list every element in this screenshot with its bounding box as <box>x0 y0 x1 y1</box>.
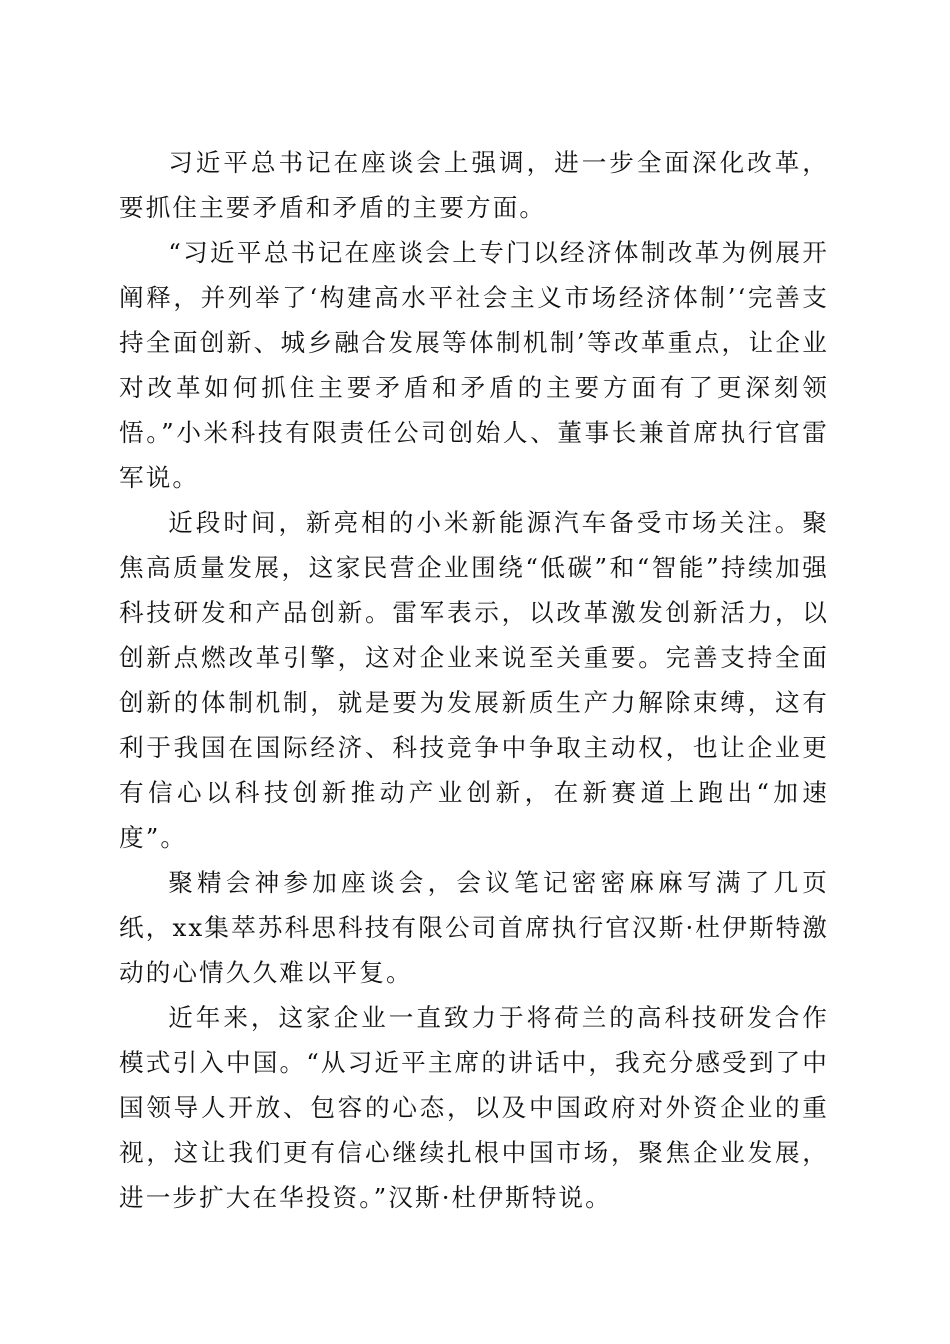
paragraph-5: 近年来，这家企业一直致力于将荷兰的高科技研发合作模式引入中国。“从习近平主席的讲话中，我充分感受到了中国领导人开放、包容的心态，以及中国政府对外资企业的重视，这让我们更有信心继续扎根中国市场，聚焦企业发展，进一步扩大在华投资。”汉斯·杜伊斯特说。 <box>119 1003 829 1212</box>
paragraph-4: 聚精会神参加座谈会，会议笔记密密麻麻写满了几页纸，xx集萃苏科思科技有限公司首席执行官汉斯·杜伊斯特激动的心情久久难以平复。 <box>119 868 829 987</box>
paragraph-3: 近段时间，新亮相的小米新能源汽车备受市场关注。聚焦高质量发展，这家民营企业围绕“低碳”和“智能”持续加强科技研发和产品创新。雷军表示，以改革激发创新活力，以创新点燃改革引擎，这对企业来说至关重要。完善支持全面创新的体制机制，就是要为发展新质生产力解除束缚，这有利于我国在国际经济、科技竞争中争取主动权，也让企业更有信心以科技创新推动产业创新，在新赛道上跑出“加速度”。 <box>119 508 829 852</box>
paragraph-1: 习近平总书记在座谈会上强调，进一步全面深化改革，要抓住主要矛盾和矛盾的主要方面。 <box>119 148 829 222</box>
document-body <box>119 140 829 1220</box>
paragraph-2: “习近平总书记在座谈会上专门以经济体制改革为例展开阐释，并列举了‘构建高水平社会主义市场经济体制’‘完善支持全面创新、城乡融合发展等体制机制’等改革重点，让企业对改革如何抓住主要矛盾和矛盾的主要方面有了更深刻领悟。”小米科技有限责任公司创始人、董事长兼首席执行官雷军说。 <box>119 238 829 492</box>
